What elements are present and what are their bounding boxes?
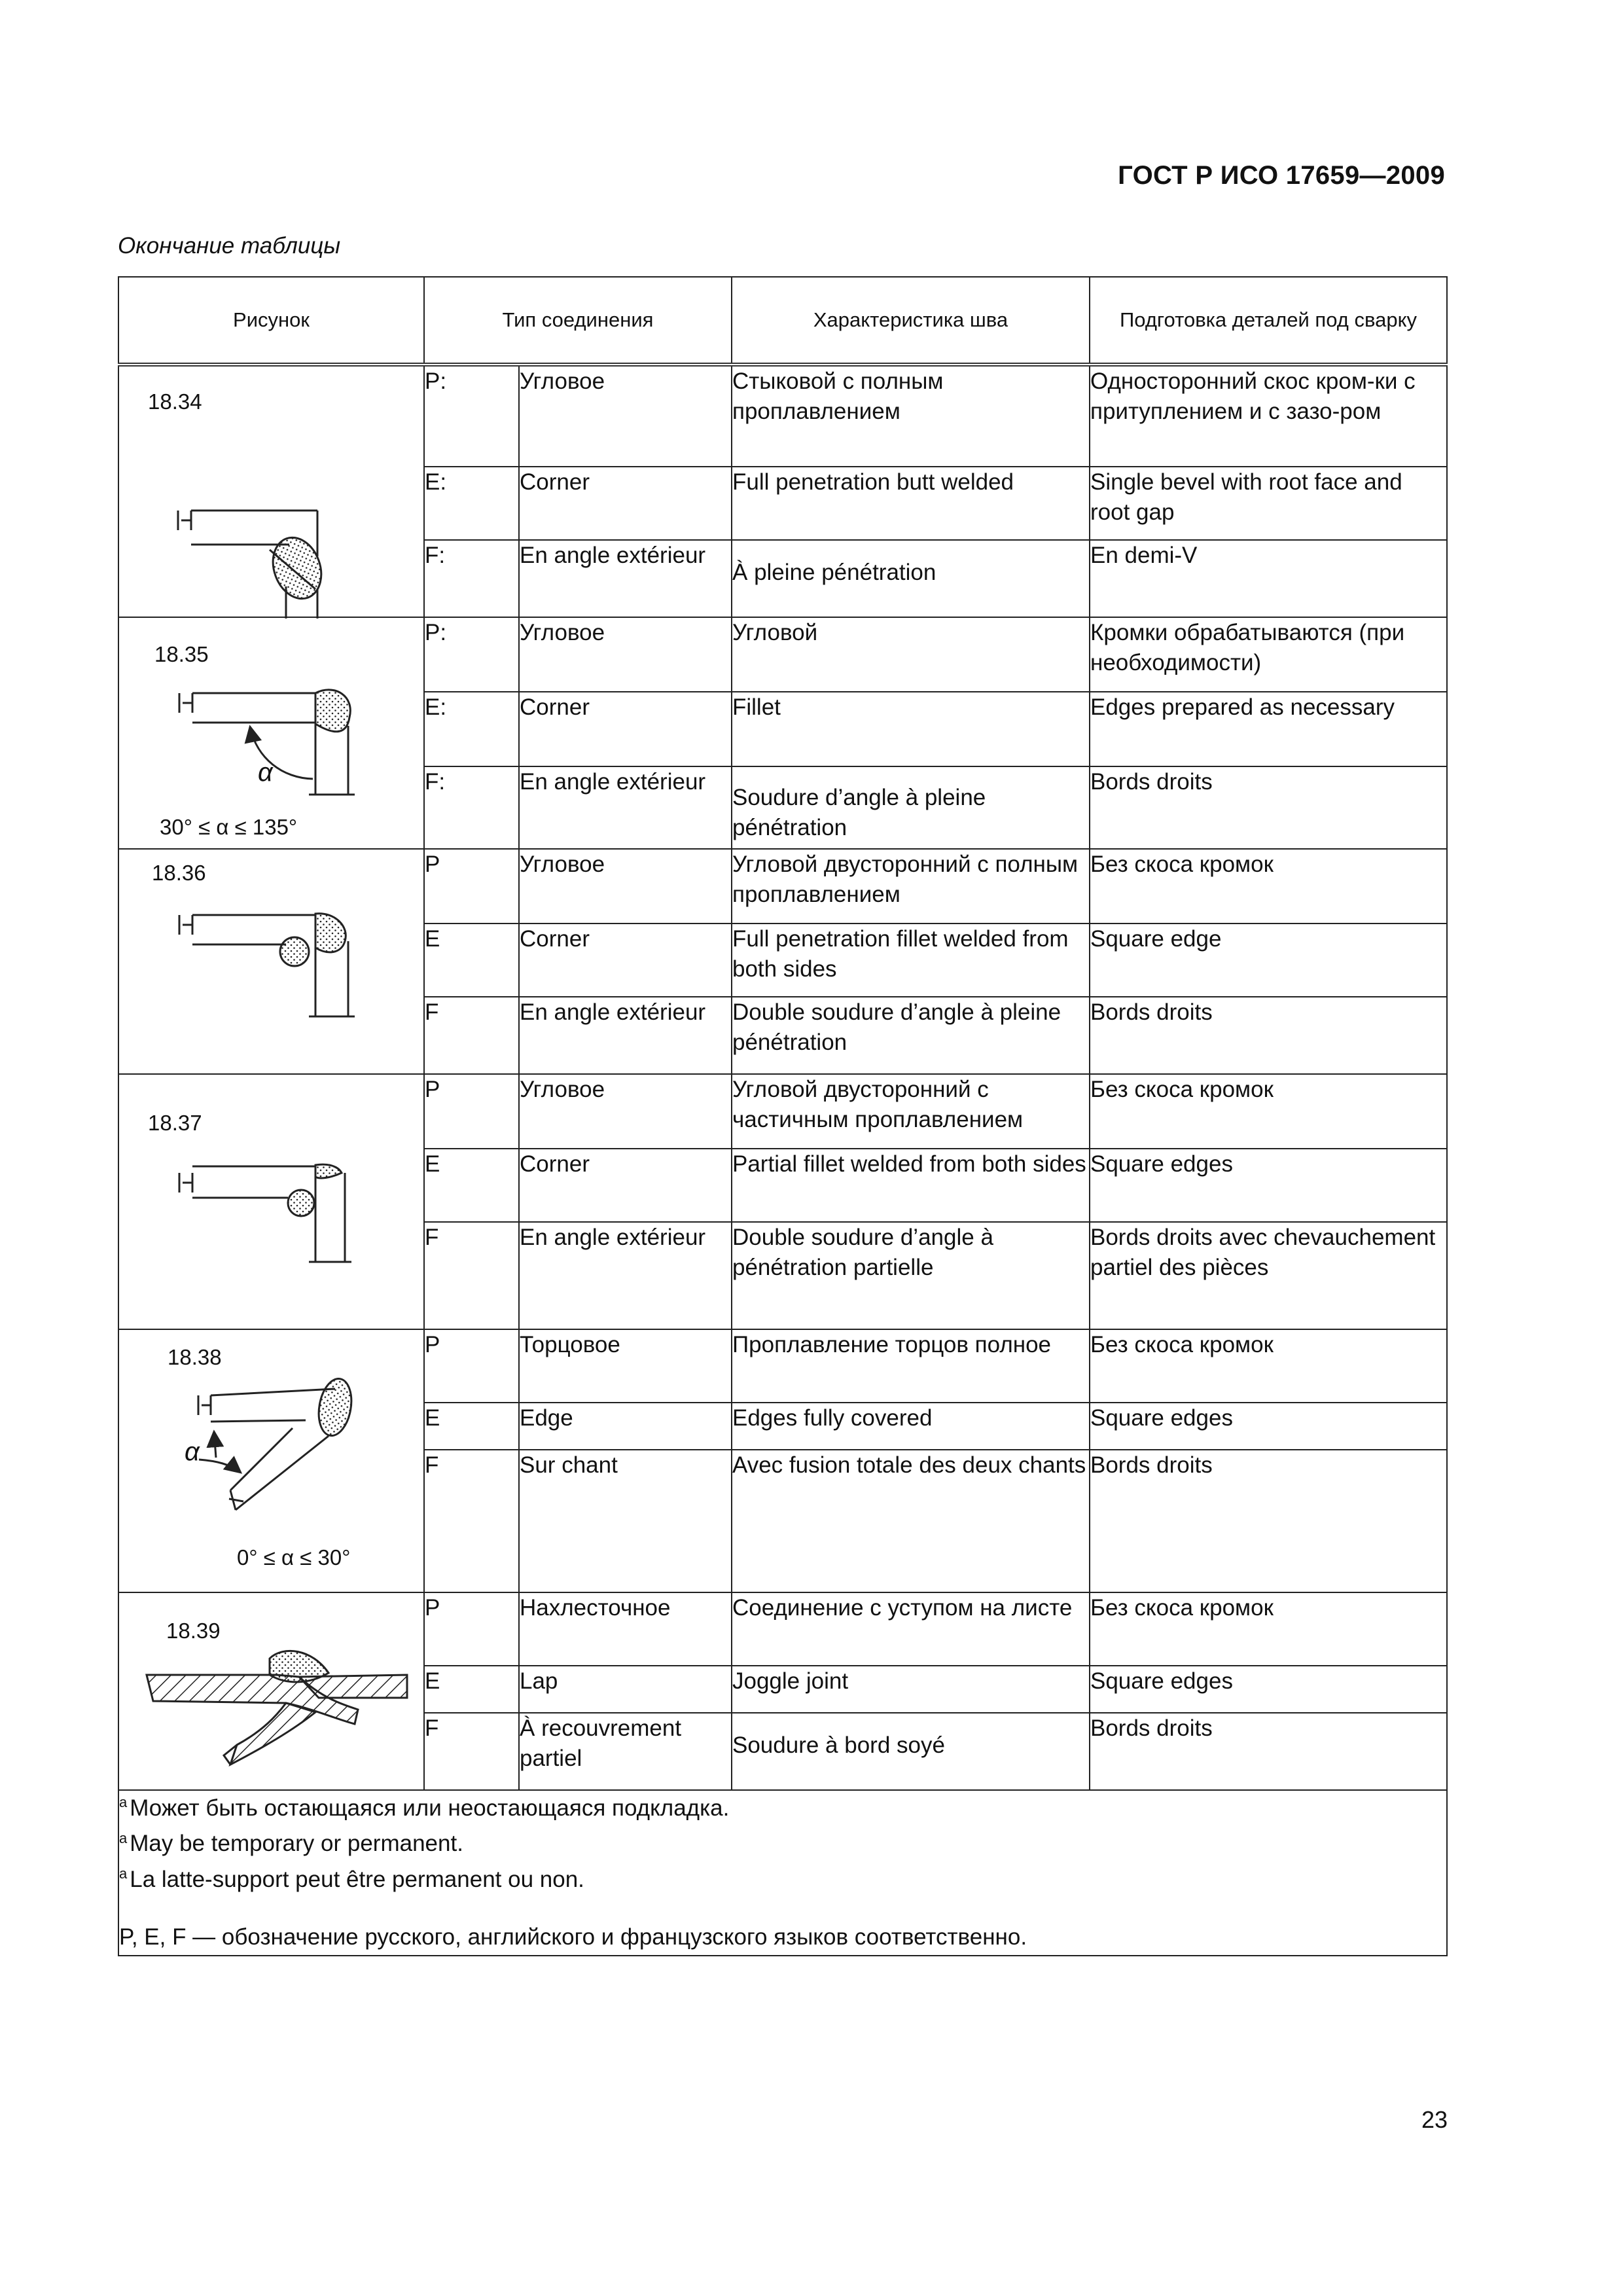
- joint-type: Corner: [519, 692, 732, 766]
- header-preparation: Подготовка деталей под сварку: [1090, 277, 1447, 365]
- preparation: Square edge: [1090, 924, 1447, 997]
- header-figure: Рисунок: [118, 277, 424, 365]
- table-row: [118, 1592, 1447, 1666]
- preparation: Без скоса кромок: [1090, 1074, 1447, 1149]
- preparation: Без скоса кромок: [1090, 849, 1447, 924]
- joint-type: Угловое: [519, 849, 732, 924]
- weld-characteristic: Угловой двусторонний с полным проплавлением: [732, 849, 1090, 924]
- weld-characteristic: Soudure d’angle à pleine pénétration: [732, 766, 1090, 849]
- joint-type: En angle extérieur: [519, 997, 732, 1074]
- weld-characteristic: Угловой: [732, 617, 1090, 692]
- preparation: Square edges: [1090, 1149, 1447, 1222]
- lang-code: F: [424, 1450, 519, 1592]
- joint-type: Угловое: [519, 617, 732, 692]
- lang-code: E: [424, 1149, 519, 1222]
- figure-number: 18.34: [148, 389, 202, 414]
- weld-characteristic: Double soudure d’angle à pénétration partielle: [732, 1222, 1090, 1329]
- joint-type: À recouvrement partiel: [519, 1713, 732, 1790]
- preparation: Bords droits: [1090, 997, 1447, 1074]
- table-row: [118, 617, 1447, 692]
- figure-18-37: [118, 1074, 424, 1329]
- lang-code: P: [424, 1074, 519, 1149]
- preparation: Single bevel with root face and root gap: [1090, 467, 1447, 540]
- preparation: Square edges: [1090, 1666, 1447, 1713]
- table-row: [118, 1074, 1447, 1149]
- lang-code: F:: [424, 766, 519, 849]
- angle-condition: 30° ≤ α ≤ 135°: [160, 815, 298, 839]
- figure-18-34: [118, 365, 424, 617]
- preparation: Кромки обрабатываются (при необходимости): [1090, 617, 1447, 692]
- figure-number: 18.38: [168, 1345, 222, 1369]
- lang-code: E:: [424, 692, 519, 766]
- weld-characteristic: Проплавление торцов полное: [732, 1329, 1090, 1403]
- preparation: Bords droits: [1090, 1713, 1447, 1790]
- joint-type: Corner: [519, 1149, 732, 1222]
- joint-type: En angle extérieur: [519, 766, 732, 849]
- preparation: Bords droits avec chevauchement partiel des pièces: [1090, 1222, 1447, 1329]
- figure-number: 18.39: [166, 1619, 221, 1643]
- lang-code: E:: [424, 467, 519, 540]
- alpha-label: α: [258, 758, 273, 787]
- lang-code: F: [424, 1713, 519, 1790]
- angle-condition: 0° ≤ α ≤ 30°: [237, 1545, 351, 1570]
- weld-characteristic: Partial fillet welded from both sides: [732, 1149, 1090, 1222]
- weld-characteristic: Угловой двусторонний с частичным проплавлением: [732, 1074, 1090, 1149]
- footnote-mark: a: [119, 1829, 128, 1846]
- weld-characteristic: À pleine pénétration: [732, 540, 1090, 617]
- lang-code: P:: [424, 617, 519, 692]
- weld-characteristic: Joggle joint: [732, 1666, 1090, 1713]
- table-row: [118, 365, 1447, 467]
- document-code: ГОСТ Р ИСО 17659—2009: [1118, 161, 1445, 190]
- notes-row: [118, 1790, 1447, 1956]
- table-header-row: [118, 277, 1447, 365]
- figure-18-36: [118, 849, 424, 1074]
- weld-characteristic: Стыковой с полным проплавлением: [732, 365, 1090, 467]
- preparation: Односторонний скос кром-ки с притуплением и с зазо-ром: [1090, 365, 1447, 467]
- footnote: $^a$ La latte-support peut être permanent ou non.: [119, 1865, 584, 1892]
- corner-joint-full-penetration-drawing: [119, 367, 425, 619]
- weld-characteristic: Double soudure d’angle à pleine pénétration: [732, 997, 1090, 1074]
- preparation: Bords droits: [1090, 766, 1447, 849]
- lang-code: F: [424, 1222, 519, 1329]
- preparation: Без скоса кромок: [1090, 1592, 1447, 1666]
- figure-number: 18.35: [154, 642, 209, 666]
- corner-joint-partial-double-fillet-drawing: [119, 1075, 425, 1330]
- joint-type: Sur chant: [519, 1450, 732, 1592]
- figure-18-35: [118, 617, 424, 849]
- preparation: Без скоса кромок: [1090, 1329, 1447, 1403]
- lang-code: E: [424, 924, 519, 997]
- preparation: En demi-V: [1090, 540, 1447, 617]
- lang-code: F:: [424, 540, 519, 617]
- table-caption: Окончание таблицы: [118, 233, 341, 259]
- language-legend: P, E, F — обозначение русского, английского и французского языков соответственно.: [119, 1924, 1027, 1950]
- preparation: Bords droits: [1090, 1450, 1447, 1592]
- joint-type: Corner: [519, 924, 732, 997]
- figure-18-38: [118, 1329, 424, 1592]
- joint-type: Угловое: [519, 1074, 732, 1149]
- joint-type: Corner: [519, 467, 732, 540]
- preparation: Edges prepared as necessary: [1090, 692, 1447, 766]
- lang-code: P: [424, 1592, 519, 1666]
- footnote-mark: a: [119, 1794, 128, 1811]
- preparation: Square edges: [1090, 1403, 1447, 1450]
- notes-cell: [118, 1790, 1447, 1956]
- lang-code: P: [424, 849, 519, 924]
- weld-characteristic: Soudure à bord soyé: [732, 1713, 1090, 1790]
- joint-type: Edge: [519, 1403, 732, 1450]
- footnote-mark: a: [119, 1865, 128, 1882]
- weld-characteristic: Full penetration butt welded: [732, 467, 1090, 540]
- corner-joint-double-fillet-drawing: [119, 850, 425, 1075]
- alpha-label: α: [185, 1437, 200, 1466]
- weld-characteristic: Avec fusion totale des deux chants: [732, 1450, 1090, 1592]
- lang-code: E: [424, 1666, 519, 1713]
- figure-number: 18.36: [152, 861, 206, 885]
- weld-characteristic: Edges fully covered: [732, 1403, 1090, 1450]
- footnote: $^a$ Может быть остающаяся или неостающаяся подкладка.: [119, 1794, 730, 1821]
- figure-number: 18.37: [148, 1111, 202, 1135]
- lang-code: F: [424, 997, 519, 1074]
- joint-type: En angle extérieur: [519, 540, 732, 617]
- table-row: [118, 1329, 1447, 1403]
- joint-type: Торцовое: [519, 1329, 732, 1403]
- header-weld-characteristic: Характеристика шва: [732, 277, 1090, 365]
- lang-code: P: [424, 1329, 519, 1403]
- table-row: [118, 849, 1447, 924]
- joint-type: En angle extérieur: [519, 1222, 732, 1329]
- footnote: $^a$ May be temporary or permanent.: [119, 1829, 463, 1857]
- joint-type: Lap: [519, 1666, 732, 1713]
- weld-characteristic: Fillet: [732, 692, 1090, 766]
- weld-characteristic: Соединение с уступом на листе: [732, 1592, 1090, 1666]
- page-number: 23: [1421, 2106, 1448, 2133]
- header-joint-type: Тип соединения: [424, 277, 732, 365]
- joint-type: Угловое: [519, 365, 732, 467]
- lang-code: P:: [424, 365, 519, 467]
- weld-joint-table: [118, 276, 1448, 1956]
- joint-type: Нахлесточное: [519, 1592, 732, 1666]
- lang-code: E: [424, 1403, 519, 1450]
- weld-characteristic: Full penetration fillet welded from both sides: [732, 924, 1090, 997]
- joggle-lap-joint-drawing: [119, 1593, 425, 1789]
- figure-18-39: [118, 1592, 424, 1790]
